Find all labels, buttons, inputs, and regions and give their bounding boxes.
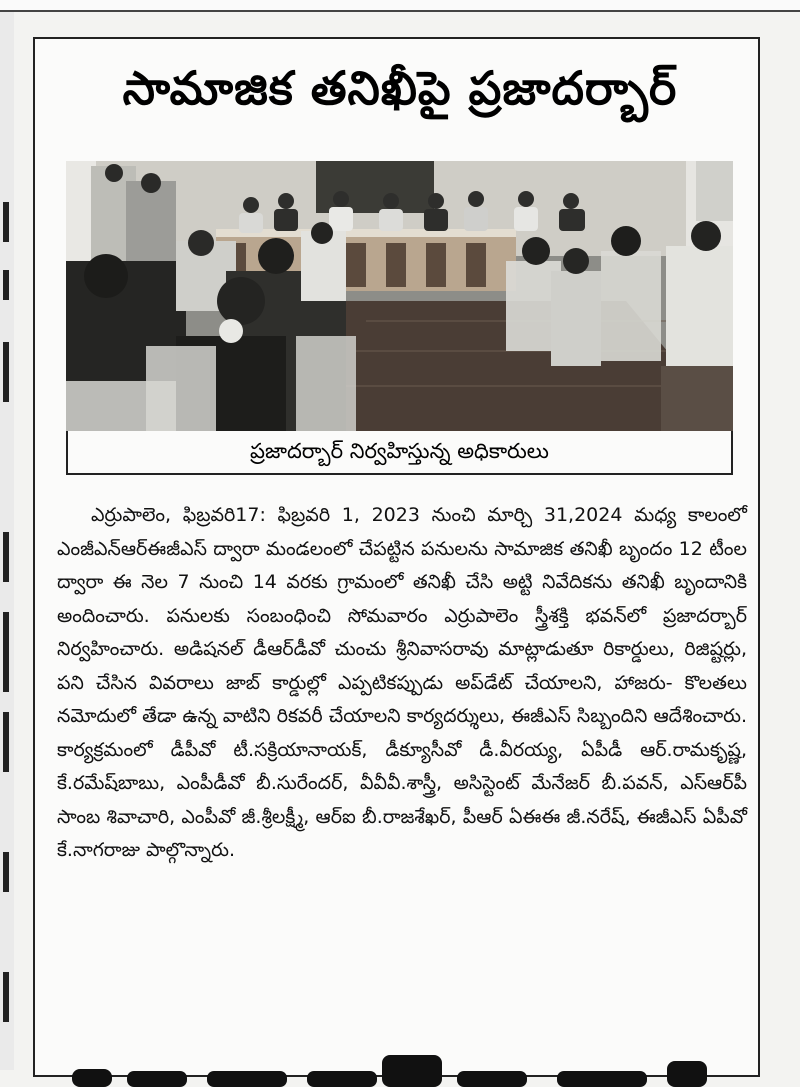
article-body <box>57 499 747 868</box>
adjacent-column-edge <box>0 12 14 1070</box>
photo-caption: ప్రజాదర్బార్ నిర్వహిస్తున్న అధికారులు <box>66 431 733 475</box>
next-article-headline-cutoff <box>57 1047 747 1087</box>
page-top-rule <box>0 0 800 12</box>
news-article <box>33 37 760 1077</box>
article-photo <box>66 161 733 431</box>
article-body-text: ఎర్రుపాలెం, ఫిబ్రవరి17: ఫిబ్రవరి 1, 2023 నుంచి మార్చి 31,2024 మధ్య కాలంలో ఎంజీఎన్ఆర్ఈజీఎస్ ద్వారా మండలంలో చేపట్టిన పనులను సామాజిక తనిఖీ బృందం 12 టీంల ద్వారా ఈ నెల 7 నుంచి 14 వరకు గ్రామంలో తనిఖీ చేసి అట్టి నివేదికను తనిఖీ బృందానికి అందించారు. పనులకు సంబంధించి సోమవారం ఎర్రుపాలెం స్త్రీశక్తి భవన్‌లో ప్రజాదర్బార్ నిర్వహించారు. అడిషనల్ డీఆర్‌డీవో చుంచు శ్రీనివాసరావు మాట్లాడుతూ రికార్డులు, రిజిష్టర్లు, పని చేసిన వివరాలు జాబ్ కార్డుల్లో ఎప్పటికప్పుడు అప్‌డేట్ చేయాలని, హాజరు- కొలతలు నమోదులో తేడా ఉన్న వాటిని రికవరీ చేయాలని కార్యదర్శులు, ఈజీఎస్ సిబ్బందిని ఆదేశించారు. కార్యక్రమంలో డీపీవో టీ.సక్రియానాయక్, డీక్యూసీవో డీ.వీరయ్య, ఏపీడీ ఆర్.రామకృష్ణ, కే.రమేష్‌బాబు, ఎంపీడీవో బీ.సురేందర్, వీవీవీ.శాస్త్రీ, అసిస్టెంట్ మేనేజర్ బీ.పవన్, ఎస్ఆర్‌పీ సాంబ శివాచారి, ఎంపీవో జీ.శ్రీలక్ష్మీ, ఆర్ఐ బీ.రాజశేఖర్, పీఆర్ ఏఈఈ జీ.నరేష్, ఈజీఎస్ ఏపీవో కే.నాగరాజు పాల్గొన్నారు. <box>57 504 747 861</box>
article-headline: సామాజిక తనిఖీపై ప్రజాదర్బార్ <box>122 61 678 115</box>
